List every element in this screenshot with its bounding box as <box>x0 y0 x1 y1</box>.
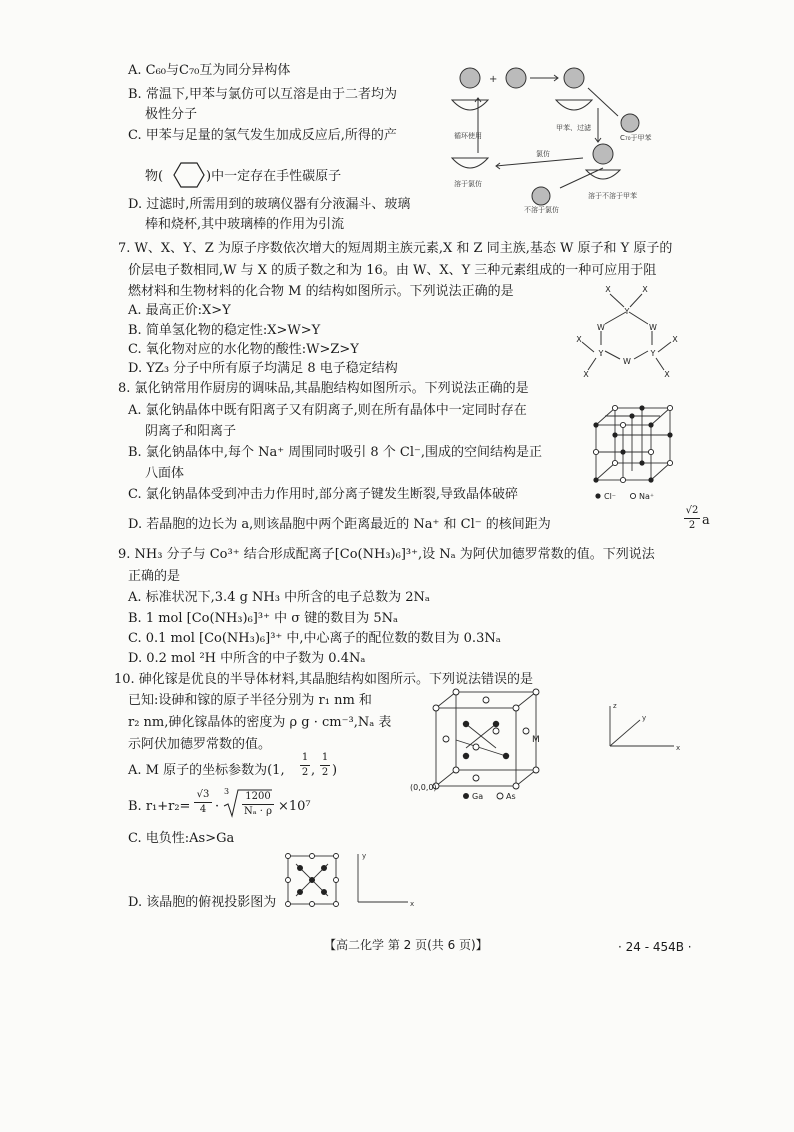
q6-option-b-cont: 极性分子 <box>145 107 198 122</box>
q8-fraction-bar <box>684 518 700 519</box>
q8-option-b: B. 氯化钠晶体中,每个 Na⁺ 周围同时吸引 8 个 Cl⁻,围成的空间结构是正 <box>128 445 542 460</box>
svg-text:溶于不溶于甲苯: 溶于不溶于甲苯 <box>588 192 637 200</box>
q10-b-inner-bar <box>242 804 274 805</box>
svg-text:W: W <box>623 357 631 366</box>
q7-option-d: D. YZ₃ 分子中所有原子均满足 8 电子稳定结构 <box>128 361 398 376</box>
svg-text:甲苯、过滤: 甲苯、过滤 <box>556 124 591 132</box>
q7-stem-line3: 燃材料和生物材料的化合物 M 的结构如图所示。下列说法正确的是 <box>128 284 514 299</box>
svg-text:X: X <box>583 370 589 379</box>
q10-a-frac1-num: 1 <box>301 752 309 763</box>
q10-option-d: D. 该晶胞的俯视投影图为 <box>128 895 277 910</box>
filter-dish-icon <box>586 170 620 179</box>
q10-stem-line2: 已知:设砷和镓的原子半径分别为 r₁ nm 和 <box>128 693 372 708</box>
q8-stem: 8. 氯化钠常用作厨房的调味品,其晶胞结构如图所示。下列说法正确的是 <box>118 381 529 396</box>
q10-a-comma: , <box>311 763 316 778</box>
q10-b-cube-index: 3 <box>224 787 230 796</box>
q10-option-c: C. 电负性:As>Ga <box>128 831 235 846</box>
q10-top-view-axes <box>352 850 416 910</box>
q9-stem-line1: 9. NH₃ 分子与 Co³⁺ 结合形成配离子[Co(NH₃)₆]³⁺,设 Nₐ 为阿伏加德罗常数的值。下列说法 <box>118 547 655 562</box>
svg-text:Na⁺: Na⁺ <box>639 492 655 501</box>
q8-option-d-end: a <box>702 513 710 528</box>
q8-option-b-cont: 八面体 <box>145 466 185 481</box>
svg-text:X: X <box>664 370 670 379</box>
svg-text:x: x <box>676 744 681 752</box>
svg-text:X: X <box>605 285 611 294</box>
q8-option-d: D. 若晶胞的边长为 a,则该晶胞中两个距离最近的 Na⁺ 和 Cl⁻ 的核间距为 <box>128 517 551 532</box>
svg-text:C₇₀于甲苯: C₇₀于甲苯 <box>620 134 652 142</box>
svg-text:(0,0,0): (0,0,0) <box>410 783 437 792</box>
q7-option-c: C. 氧化物对应的水化物的酸性:W>Z>Y <box>128 342 359 357</box>
beaker-icon <box>452 158 488 168</box>
svg-text:Ga: Ga <box>472 792 484 800</box>
q9-option-d: D. 0.2 mol ²H 中所含的中子数为 0.4Nₐ <box>128 651 366 666</box>
q7-molecule-structure <box>568 282 688 382</box>
svg-text:X: X <box>576 335 582 344</box>
fullerene-residue-icon <box>593 144 613 164</box>
q8-fraction-numerator: √2 <box>685 505 699 516</box>
q10-a-frac2-den: 2 <box>321 767 329 778</box>
q10-top-view-projection <box>282 850 354 910</box>
svg-text:Y: Y <box>650 349 656 358</box>
q6-option-d: D. 过滤时,所需用到的玻璃仪器有分液漏斗、玻璃 <box>128 197 411 212</box>
svg-text:Y: Y <box>598 349 604 358</box>
q10-b-numerator: 1200 <box>245 791 271 802</box>
q10-b-frac-bar <box>194 802 212 803</box>
cyclohexane-ring-icon <box>172 160 206 190</box>
svg-text:氯仿: 氯仿 <box>536 150 550 158</box>
q10-a-frac1-bar <box>300 765 310 766</box>
q7-stem-line1: 7. W、X、Y、Z 为原子序数依次增大的短周期主族元素,X 和 Z 同主族,基态 W 原子和 Y 原子的 <box>118 241 673 256</box>
q10-b-sqrt3: √3 <box>196 789 210 800</box>
q10-option-b-pre: B. r₁+r₂= <box>128 799 191 814</box>
svg-text:As: As <box>506 792 516 800</box>
svg-text:y: y <box>642 714 647 722</box>
q10-stem-line3: r₂ nm,砷化镓晶体的密度为 ρ g · cm⁻³,Nₐ 表 <box>128 715 392 730</box>
q6-option-a: A. C₆₀与C₇₀互为同分异构体 <box>128 63 291 78</box>
arsenic-legend-icon <box>497 793 503 799</box>
q8-option-a-cont: 阴离子和阳离子 <box>145 424 237 439</box>
gallium-legend-icon <box>463 793 469 799</box>
svg-text:M: M <box>532 735 540 745</box>
fullerene-c70-out-icon <box>621 114 639 132</box>
svg-text:不溶于氯仿: 不溶于氯仿 <box>524 206 559 214</box>
q7-option-a: A. 最高正价:X>Y <box>128 303 231 318</box>
q10-b-times: · <box>215 799 220 814</box>
q8-option-a: A. 氯化钠晶体中既有阳离子又有阴离子,则在所有晶体中一定同时存在 <box>128 403 527 418</box>
q8-fraction-denominator: 2 <box>688 520 696 531</box>
filter-funnel-icon <box>556 100 592 110</box>
svg-text:X: X <box>672 335 678 344</box>
fullerene-c60-icon <box>460 68 480 88</box>
q7-option-b: B. 简单氢化物的稳定性:X>W>Y <box>128 323 321 338</box>
svg-text:y: y <box>362 852 367 860</box>
svg-text:z: z <box>613 702 617 710</box>
chloride-legend-icon <box>595 493 600 498</box>
q6-option-b: B. 常温下,甲苯与氯仿可以互溶是由于二者均为 <box>128 87 397 102</box>
q10-a-frac2-bar <box>320 765 330 766</box>
svg-text:溶于氯仿: 溶于氯仿 <box>454 180 482 188</box>
q10-option-b-end: ×10⁷ <box>278 799 311 814</box>
svg-text:Y: Y <box>624 307 630 316</box>
evaporating-dish-icon <box>452 100 488 110</box>
sodium-legend-icon <box>630 493 635 498</box>
q10-gaas-unit-cell <box>408 680 558 800</box>
svg-text:循环使用: 循环使用 <box>454 132 482 140</box>
q10-stem-line4: 示阿伏加德罗常数的值。 <box>128 737 272 752</box>
svg-text:X: X <box>642 285 648 294</box>
q10-coordinate-axes <box>600 700 684 756</box>
svg-text:W: W <box>597 323 605 332</box>
q9-option-b: B. 1 mol [Co(NH₃)₆]³⁺ 中 σ 键的数目为 5Nₐ <box>128 611 398 626</box>
q10-b-denominator: Nₐ · ρ <box>243 806 273 817</box>
svg-text:W: W <box>649 323 657 332</box>
q8-option-c: C. 氯化钠晶体受到冲击力作用时,部分离子键发生断裂,导致晶体破碎 <box>128 487 519 502</box>
q6-separation-figure <box>448 58 673 218</box>
q10-b-four: 4 <box>199 804 207 815</box>
page-footer-label: 【高二化学 第 2 页(共 6 页)】 <box>324 938 488 952</box>
fullerene-mixture-icon <box>564 68 584 88</box>
q10-a-frac1-den: 2 <box>301 767 309 778</box>
q9-stem-line2: 正确的是 <box>128 569 181 584</box>
svg-text:Cl⁻: Cl⁻ <box>604 492 617 501</box>
q10-a-frac2-num: 1 <box>321 752 329 763</box>
page-footer-code: · 24 - 454B · <box>618 940 692 954</box>
q8-nacl-unit-cell <box>588 400 680 502</box>
svg-text:x: x <box>410 900 415 908</box>
fullerene-insoluble-icon <box>532 187 550 205</box>
q6-option-d-cont: 棒和烧杯,其中玻璃棒的作用为引流 <box>145 217 345 232</box>
q10-option-a-pre: A. M 原子的坐标参数为(1, <box>128 763 285 778</box>
q6-option-c-cont-a: 物( <box>145 169 164 184</box>
q6-option-c: C. 甲苯与足量的氢气发生加成反应后,所得的产 <box>128 128 397 143</box>
q7-stem-line2: 价层电子数相同,W 与 X 的质子数之和为 16。由 W、X、Y 三种元素组成的一种可应用于阻 <box>128 263 657 278</box>
q10-stem-line1: 10. 砷化镓是优良的半导体材料,其晶胞结构如图所示。下列说法错误的是 <box>114 672 533 687</box>
q9-option-a: A. 标准状况下,3.4 g NH₃ 中所含的电子总数为 2Nₐ <box>128 590 430 605</box>
q9-option-c: C. 0.1 mol [Co(NH₃)₆]³⁺ 中,中心离子的配位数的数目为 0.3Nₐ <box>128 631 501 646</box>
q6-option-c-cont-b: )中一定存在手性碳原子 <box>206 169 342 184</box>
fullerene-c70-icon <box>506 68 526 88</box>
svg-text:+: + <box>489 74 498 85</box>
q10-option-a-end: ) <box>332 763 338 778</box>
